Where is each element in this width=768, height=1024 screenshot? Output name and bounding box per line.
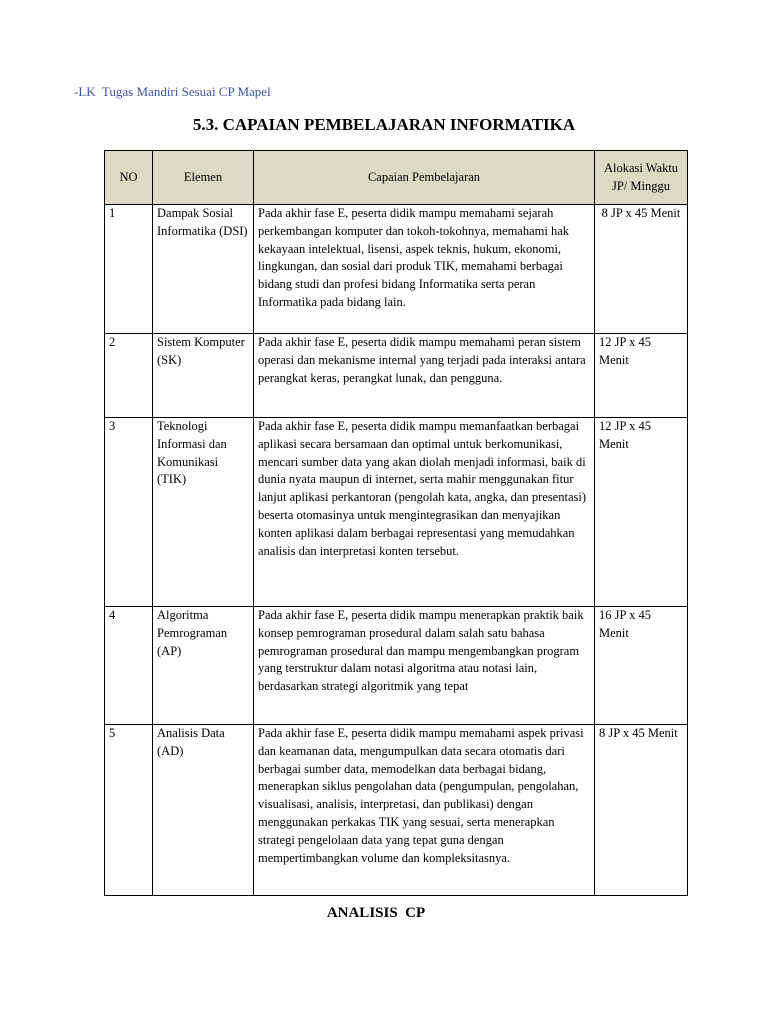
row-capaian: Pada akhir fase E, peserta didik mampu menerapkan praktik baik konsep pemrograman prosedural dalam salah satu bahasa pemrograman prosedural dan mampu mengembangkan program yang terstruktur dalam notasi algoritma atau notasi lain, berdasarkan strategi algoritmik yang tepat (254, 607, 595, 725)
row-elemen: Sistem Komputer (SK) (153, 334, 254, 418)
row-number: 4 (105, 607, 153, 725)
row-number: 5 (105, 725, 153, 896)
table-row (105, 607, 688, 725)
table-row (105, 418, 688, 607)
row-alokasi: 8 JP x 45 Menit (595, 725, 688, 896)
section-title: ANALISIS CP (326, 905, 426, 921)
capaian-table (104, 150, 688, 896)
page-title: 5.3. CAPAIAN PEMBELAJARAN INFORMATIKA (192, 115, 576, 134)
row-alokasi: 8 JP x 45 Menit (595, 205, 688, 334)
row-capaian: Pada akhir fase E, peserta didik mampu memahami sejarah perkembangan komputer dan tokoh-tokohnya, memahami hak kekayaan intelektual, lisensi, aspek teknis, hukum, ekonomi, lingkungan, dan sosial dari produk TIK, memahami berbagai bidang studi dan profesi bidang Informatika serta peran Informatika pada bidang lain. (254, 205, 595, 334)
row-elemen: Analisis Data (AD) (153, 725, 254, 896)
row-elemen: Algoritma Pemrograman (AP) (153, 607, 254, 725)
row-number: 1 (105, 205, 153, 334)
header-capaian: Capaian Pembelajaran (254, 151, 595, 205)
table-row (105, 205, 688, 334)
row-number: 3 (105, 418, 153, 607)
row-number: 2 (105, 334, 153, 418)
row-capaian: Pada akhir fase E, peserta didik mampu memanfaatkan berbagai aplikasi secara bersamaan dan optimal untuk berkomunikasi, mencari sumber data yang akan diolah menjadi informasi, baik di dunia nyata maupun di internet, serta mahir menggunakan fitur lanjut aplikasi perkantoran (pengolah kata, angka, dan presentasi) beserta otomasinya untuk mengintegrasikan dan menyajikan konten aplikasi dalam berbagai representasi yang memudahkan analisis dan interpretasi konten tersebut. (254, 418, 595, 607)
row-elemen: Dampak Sosial Informatika (DSI) (153, 205, 254, 334)
table-header-row (105, 151, 688, 205)
row-alokasi: 12 JP x 45 Menit (595, 334, 688, 418)
row-capaian: Pada akhir fase E, peserta didik mampu memahami peran sistem operasi dan mekanisme internal yang terjadi pada interaksi antara perangkat keras, perangkat lunak, dan pengguna. (254, 334, 595, 418)
row-capaian: Pada akhir fase E, peserta didik mampu memahami aspek privasi dan keamanan data, mengumpulkan data secara otomatis dari berbagai sumber data, memodelkan data berbagai bidang, menerapkan siklus pengolahan data (pengumpulan, pengolahan, visualisasi, analisis, interpretasi, dan publikasi) dengan menggunakan perkakas TIK yang sesuai, serta menerapkan strategi pengelolaan data yang tepat guna dengan mempertimbangkan volume dan kompleksitasnya. (254, 725, 595, 896)
header-elemen: Elemen (153, 151, 254, 205)
row-elemen: Teknologi Informasi dan Komunikasi (TIK) (153, 418, 254, 607)
header-note: -LK Tugas Mandiri Sesuai CP Mapel (74, 84, 271, 99)
row-alokasi: 12 JP x 45 Menit (595, 418, 688, 607)
header-alokasi: Alokasi Waktu JP/ Minggu (595, 151, 688, 205)
row-alokasi: 16 JP x 45 Menit (595, 607, 688, 725)
header-no: NO (105, 151, 153, 205)
table-row (105, 334, 688, 418)
table-row (105, 725, 688, 896)
